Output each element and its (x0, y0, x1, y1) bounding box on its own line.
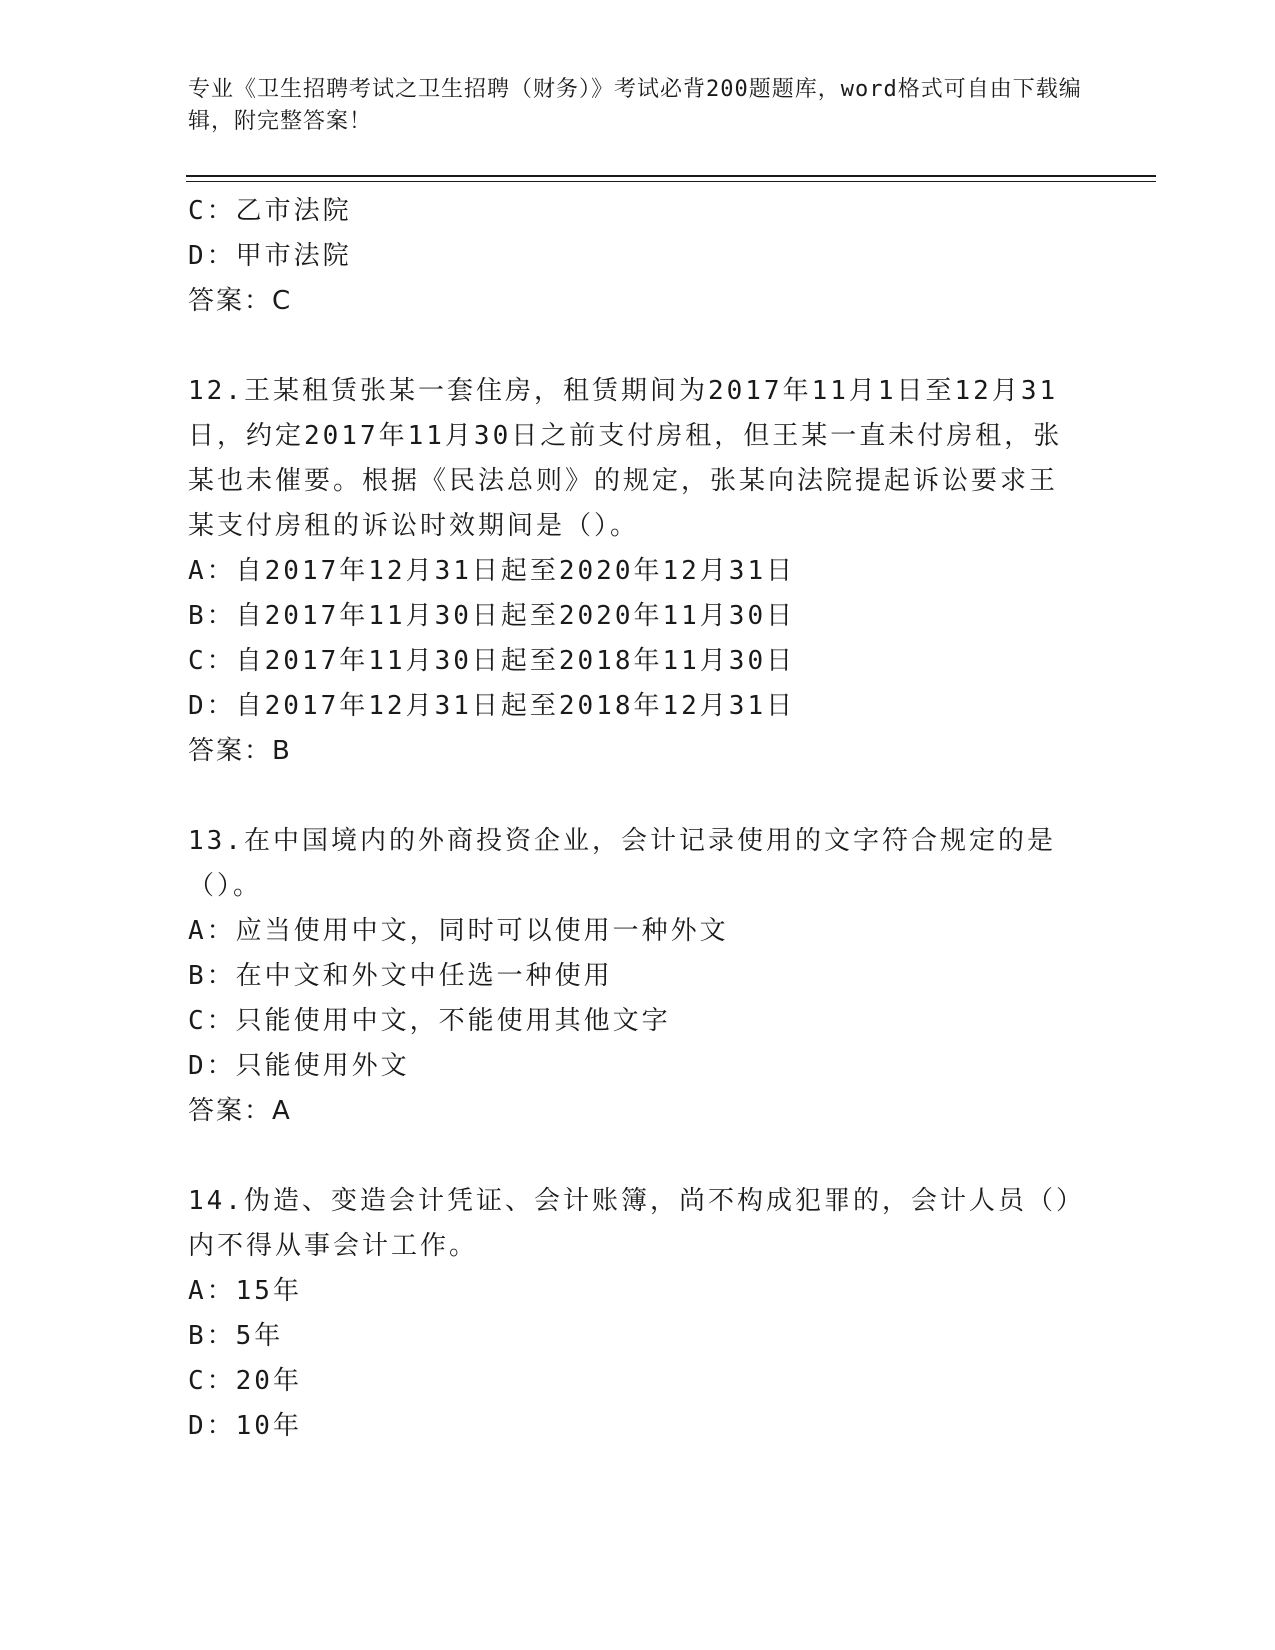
question-14 (188, 1179, 1078, 1449)
option-b: B：5年 (188, 1321, 284, 1351)
previous-question-tail (188, 189, 1078, 324)
option-b: B：自2017年11月30日起至2020年11月30日 (188, 601, 796, 631)
option-a: A：应当使用中文，同时可以使用一种外文 (188, 916, 729, 946)
question-13 (188, 819, 1078, 1134)
option-d: D：甲市法院 (188, 241, 352, 271)
option-c: C：乙市法院 (188, 196, 352, 226)
header-rule-thin (186, 181, 1156, 182)
option-c: C：自2017年11月30日起至2018年11月30日 (188, 646, 796, 676)
option-b: B：在中文和外文中任选一种使用 (188, 961, 613, 991)
option-c: C：只能使用中文，不能使用其他文字 (188, 1006, 671, 1036)
option-d: D：10年 (188, 1411, 302, 1441)
answer-line: 答案：B (188, 736, 292, 766)
option-d: D：自2017年12月31日起至2018年12月31日 (188, 691, 796, 721)
spacer (188, 324, 1078, 369)
document-body (188, 189, 1078, 1449)
option-c: C：20年 (188, 1366, 302, 1396)
answer-line: 答案：A (188, 1096, 292, 1126)
question-12 (188, 369, 1078, 774)
header-rule-thick (186, 175, 1156, 177)
question-stem: 14.伪造、变造会计凭证、会计账簿，尚不构成犯罪的，会计人员（）内不得从事会计工作。 (188, 1186, 1072, 1261)
spacer (188, 1134, 1078, 1179)
question-stem: 13.在中国境内的外商投资企业，会计记录使用的文字符合规定的是（）。 (188, 826, 1056, 901)
option-d: D：只能使用外文 (188, 1051, 410, 1081)
option-a: A：自2017年12月31日起至2020年12月31日 (188, 556, 796, 586)
question-stem: 12.王某租赁张某一套住房，租赁期间为2017年11月1日至12月31日，约定2017年11月30日之前支付房租，但王某一直未付房租，张某也未催要。根据《民法总则》的规定，张某向法院提起诉讼要求王某支付房租的诉讼时效期间是（）。 (188, 376, 1063, 541)
spacer (188, 774, 1078, 819)
answer-line: 答案：C (188, 286, 293, 316)
document-header: 专业《卫生招聘考试之卫生招聘（财务）》考试必背200题题库，word格式可自由下载编辑，附完整答案！ (188, 77, 1082, 134)
option-a: A：15年 (188, 1276, 302, 1306)
